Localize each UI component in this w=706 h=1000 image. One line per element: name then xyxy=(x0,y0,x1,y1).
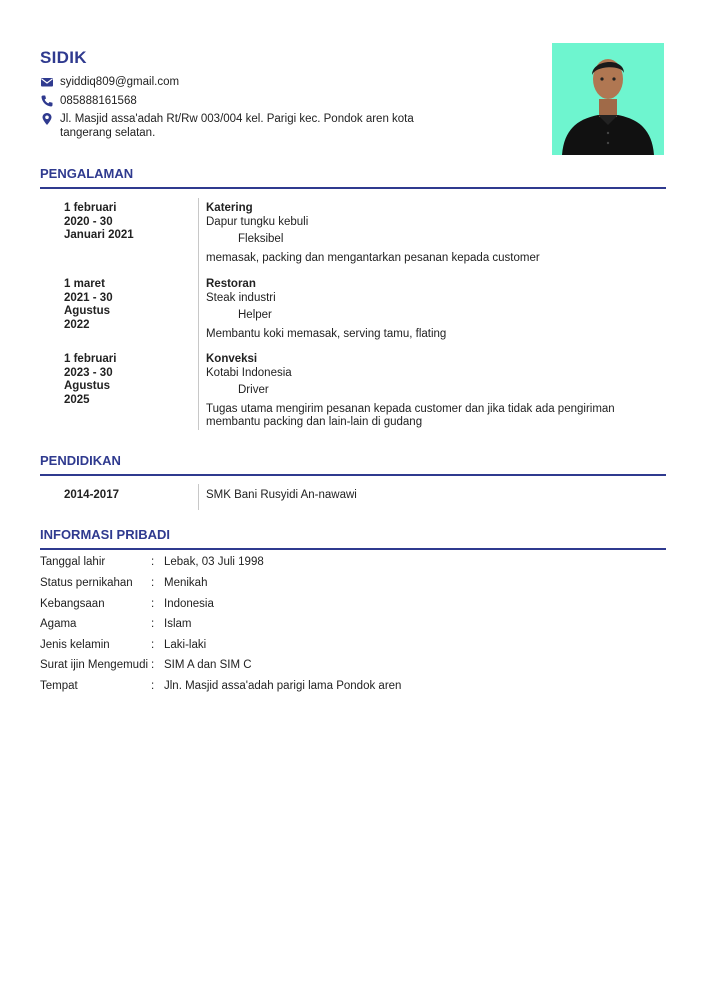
info-row-gender xyxy=(40,639,640,653)
profile-photo xyxy=(552,43,664,155)
experience-description: Membantu koki memasak, serving tamu, flating xyxy=(206,327,447,340)
info-value: SIM A dan SIM C xyxy=(164,659,252,671)
experience-date: 1 februari 2020 - 30 Januari 2021 xyxy=(64,202,134,241)
info-value: Laki-laki xyxy=(164,639,207,651)
info-label: Jenis kelamin xyxy=(40,639,110,651)
info-label: Status pernikahan xyxy=(40,577,133,589)
info-row-birth xyxy=(40,556,640,570)
education-date: 2014-2017 xyxy=(64,489,119,501)
experience-company: Restoran xyxy=(206,278,256,290)
experience-role: Driver xyxy=(238,384,269,396)
phone-text[interactable]: 085888161568 xyxy=(60,95,137,107)
education-school: SMK Bani Rusyidi An-nawawi xyxy=(206,489,357,501)
info-colon: : xyxy=(151,618,155,630)
info-label: Agama xyxy=(40,618,77,630)
experience-date: 1 maret 2021 - 30 Agustus 2022 xyxy=(64,278,113,331)
info-label: Surat ijin Mengemudi xyxy=(40,659,149,671)
experience-description: Tugas utama mengirim pesanan kepada customer dan jika tidak ada pengiriman membantu packing dan lain-lain di gudang xyxy=(206,402,615,428)
info-colon: : xyxy=(151,556,155,568)
phone-icon xyxy=(40,94,54,108)
contact-phone xyxy=(40,94,137,108)
person-name: SIDIK xyxy=(40,48,87,67)
mail-icon xyxy=(40,75,54,89)
section-title-education: PENDIDIKAN xyxy=(40,453,121,468)
info-row-place xyxy=(40,680,640,694)
info-row-nationality xyxy=(40,598,640,612)
experience-company: Konveksi xyxy=(206,353,258,365)
experience-place: Steak industri xyxy=(206,291,276,304)
experience-place: Kotabi Indonesia xyxy=(206,366,292,379)
section-divider xyxy=(40,548,666,550)
section-divider xyxy=(40,187,666,189)
info-label: Kebangsaan xyxy=(40,598,105,610)
contact-address xyxy=(40,112,430,140)
email-text[interactable]: syiddiq809@gmail.com xyxy=(60,76,180,88)
location-pin-icon xyxy=(40,112,54,126)
experience-company: Katering xyxy=(206,202,253,214)
info-colon: : xyxy=(151,598,155,610)
info-colon: : xyxy=(151,577,155,589)
experience-date: 1 februari 2023 - 30 Agustus 2025 xyxy=(64,353,117,406)
experience-role: Fleksibel xyxy=(238,233,284,245)
timeline-divider xyxy=(198,484,199,510)
info-colon: : xyxy=(151,680,155,692)
experience-description: memasak, packing dan mengantarkan pesanan kepada customer xyxy=(206,251,540,264)
info-value: Islam xyxy=(164,618,192,630)
info-colon: : xyxy=(151,659,155,671)
info-value: Menikah xyxy=(164,577,208,589)
section-title-experience: PENGALAMAN xyxy=(40,166,134,181)
info-row-marital xyxy=(40,577,640,591)
info-value: Lebak, 03 Juli 1998 xyxy=(164,556,264,568)
section-title-personal-info: INFORMASI PRIBADI xyxy=(40,527,170,542)
experience-place: Dapur tungku kebuli xyxy=(206,215,309,228)
contact-email xyxy=(40,75,179,89)
experience-role: Helper xyxy=(238,309,272,321)
info-label: Tanggal lahir xyxy=(40,556,106,568)
info-colon: : xyxy=(151,639,155,651)
info-label: Tempat xyxy=(40,680,78,692)
timeline-divider xyxy=(198,198,199,430)
info-row-driving-license xyxy=(40,659,640,673)
info-value: Indonesia xyxy=(164,598,214,610)
info-value: Jln. Masjid assa'adah parigi lama Pondok aren xyxy=(164,680,402,692)
info-row-religion xyxy=(40,618,640,632)
address-text: Jl. Masjid assa'adah Rt/Rw 003/004 kel. Parigi kec. Pondok aren kota tangerang selatan. xyxy=(60,113,414,139)
section-divider xyxy=(40,474,666,476)
